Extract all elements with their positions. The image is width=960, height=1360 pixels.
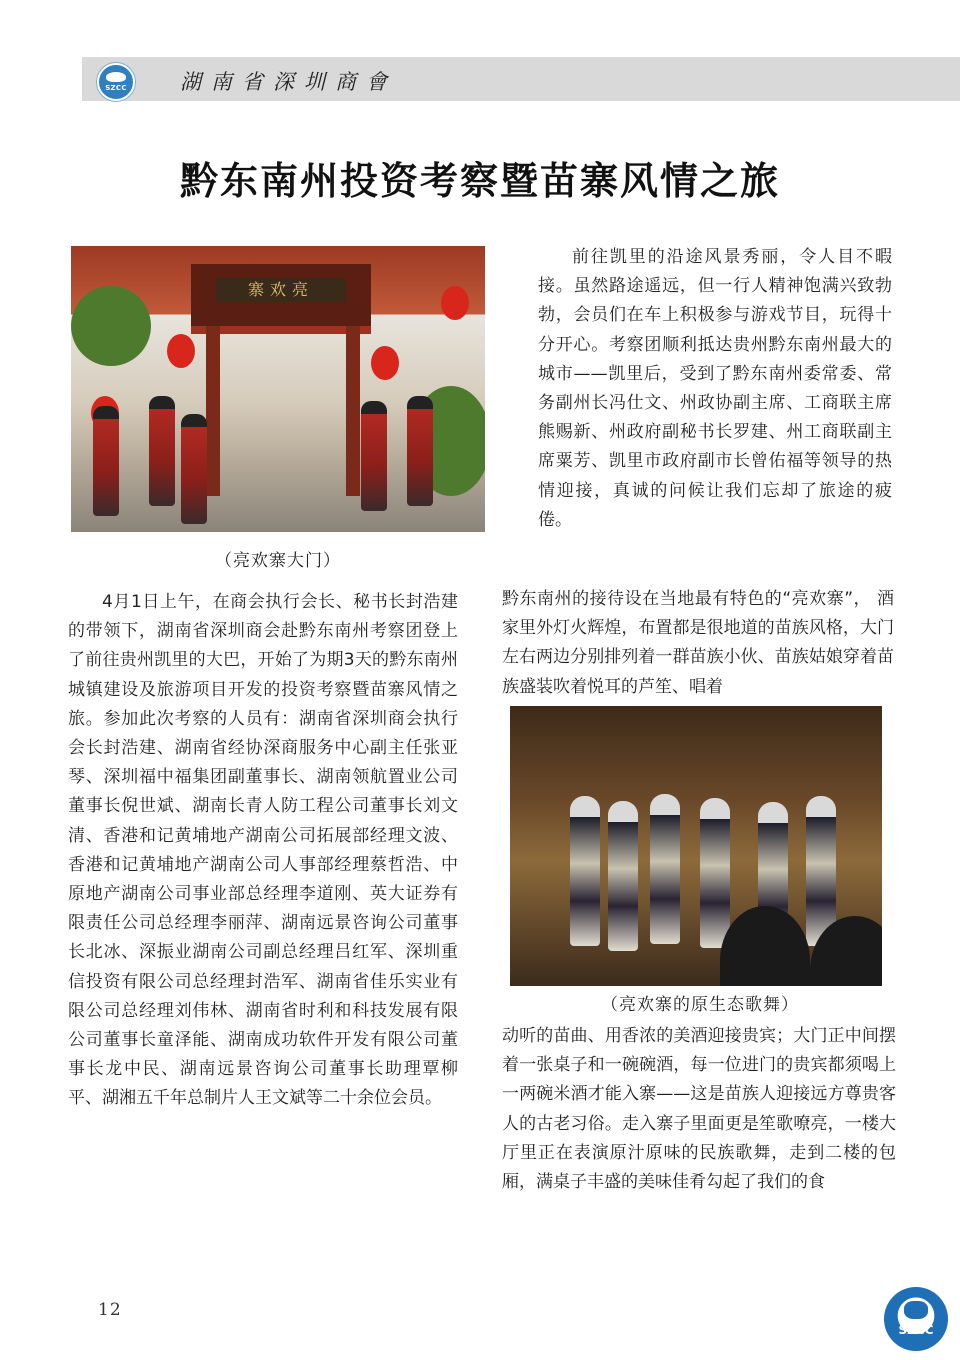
gate-photo xyxy=(71,246,485,532)
paragraph: 4月1日上午，在商会执行会长、秘书长封浩建的带领下，湖南省深圳商会赴黔东南州考察团登上了前往贵州凯里的大巴，开始了为期3天的黔东南州城镇建设及旅游项目开发的投资考察暨苗寨风情之旅。参加此次考察的人员有：湖南省深圳商会执行会长封浩建、湖南省经协深商服务中心副主任张亚琴、深圳福中福集团副董事长、湖南领航置业公司董事长倪世斌、湖南长青人防工程公司董事长刘文清、香港和记黄埔地产湖南公司拓展部经理文波、香港和记黄埔地产湖南公司人事部经理蔡哲浩、中原地产湖南公司事业部总经理李道刚、英大证券有限责任公司总经理李丽萍、湖南远景咨询公司董事长北冰、深振业湖南公司副总经理吕红军、深圳重信投资有限公司总经理封浩军、湖南省佳乐实业有限公司总经理刘伟林、湖南省时利和科技发展有限公司董事长童泽能、湖南成功软件开发有限公司董事长龙中民、湖南远景咨询公司董事长助理覃柳平、湖湘五千年总制片人王文斌等二十余位会员。 xyxy=(68,592,458,1109)
lantern-icon xyxy=(371,346,399,380)
seal-abbr: SZCC xyxy=(898,1323,934,1337)
audience-head xyxy=(720,906,810,986)
gate-pillar xyxy=(206,326,220,496)
right-column-top xyxy=(538,243,892,535)
left-column xyxy=(68,588,458,1114)
logo-abbr: SZCC xyxy=(105,84,127,92)
singer-figure xyxy=(700,798,730,948)
dancer-figure xyxy=(361,401,387,511)
performance-photo xyxy=(510,706,882,986)
article-title: 黔东南州投资考察暨苗寨风情之旅 xyxy=(179,159,780,203)
lantern-icon xyxy=(441,286,469,320)
tree-shape xyxy=(71,286,151,366)
chamber-seal xyxy=(884,1287,948,1351)
paragraph: 动听的苗曲、用香浓的美酒迎接贵宾；大门正中间摆着一张桌子和一碗碗酒，每一位进门的贵宾都须喝上一两碗米酒才能入寨——这是苗族人迎接远方尊贵客人的古老习俗。走入寨子里面更是笙歌嘹亮，一楼大厅里正在表演原汁原味的民族歌舞，走到二楼的包厢，满桌子丰盛的美味佳肴勾起了我们的食 xyxy=(502,1026,896,1193)
page-number: 12 xyxy=(98,1300,122,1320)
photo-caption: （亮欢寨大门） xyxy=(215,551,341,571)
paragraph: 前往凯里的沿途风景秀丽，令人目不暇接。虽然路途遥远，但一行人精神饱满兴致勃勃，会员们在车上积极参与游戏节目，玩得十分开心。考察团顺利抵达贵州黔东南州最大的城市——凯里后，受到了黔东南州委常委、常务副州长冯仕文、州政协副主席、工商联主席熊赐新、州政府副秘书长罗建、州工商联副主席粟芳、凯里市政府副市长曾佑福等领导的热情迎接，真诚的问候让我们忘却了旅途的疲倦。 xyxy=(538,247,892,530)
paragraph: 黔东南州的接待设在当地最有特色的“亮欢寨”， 酒家里外灯火辉煌，布置都是很地道的苗族风格，大门左右两边分别排列着一群苗族小伙、苗族姑娘穿着苗族盛装吹着悦耳的芦笙、唱着 xyxy=(502,589,894,697)
stag-icon xyxy=(106,72,126,82)
singer-figure xyxy=(608,801,638,951)
dancer-figure xyxy=(93,406,119,516)
dancer-figure xyxy=(407,396,433,506)
gate-sign: 寨欢亮 xyxy=(216,278,346,302)
photo-caption: （亮欢寨的原生态歌舞） xyxy=(601,995,799,1015)
org-name: 湖南省深圳商會 xyxy=(180,70,397,94)
lantern-icon xyxy=(167,334,195,368)
singer-figure xyxy=(570,796,600,946)
gate-pillar xyxy=(346,326,360,496)
chamber-logo xyxy=(97,63,135,101)
stag-icon xyxy=(904,1301,928,1319)
right-column-bottom xyxy=(502,1022,896,1197)
dancer-figure xyxy=(149,396,175,506)
dancer-figure xyxy=(181,414,207,524)
singer-figure xyxy=(650,794,680,944)
right-column-middle xyxy=(502,585,894,702)
